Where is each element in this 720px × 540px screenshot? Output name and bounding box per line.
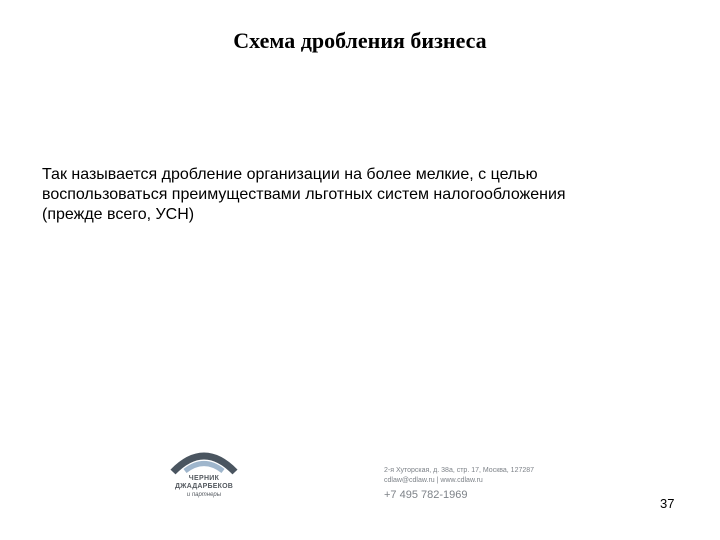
slide-title: Схема дробления бизнеса <box>233 28 487 53</box>
body-line: Так называется дробление организации на более мелкие, с целью <box>42 166 538 183</box>
contact-phone: +7 495 782-1969 <box>384 489 468 501</box>
logo-text-line2: ДЖАДАРБЕКОВ <box>174 483 233 490</box>
arch-logo-icon <box>165 446 243 476</box>
page-number: 37 <box>660 496 675 511</box>
body-line: (прежде всего, УСН) <box>42 206 195 223</box>
slide-body-text <box>42 165 662 225</box>
contact-web[interactable]: cdlaw@cdlaw.ru | www.cdlaw.ru <box>384 477 483 484</box>
contact-address: 2-я Хуторская, д. 38а, стр. 17, Москва, 127287 <box>384 467 535 474</box>
company-logo <box>165 446 245 506</box>
logo-text-line1: ЧЕРНИК <box>188 475 220 482</box>
body-line: воспользоваться преимуществами льготных систем налогообложения <box>42 186 566 203</box>
footer-contacts <box>384 466 534 502</box>
logo-text-line3: и партнеры <box>186 492 222 498</box>
